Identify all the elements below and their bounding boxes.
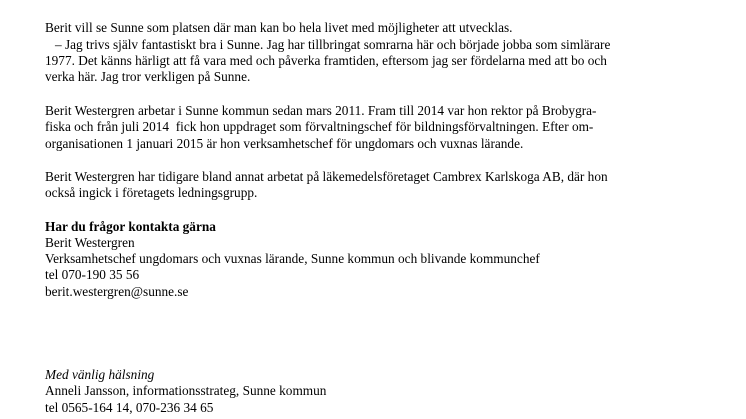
paragraph-3-line-2: också ingick i företagets ledningsgrupp. bbox=[45, 185, 258, 200]
paragraph-1-line-4: verka här. Jag tror verkligen på Sunne. bbox=[45, 69, 251, 84]
paragraph-3-line-1: Berit Westergren har tidigare bland annat arbetat på läkemedelsföretaget Cambrex Karlskoga AB, där hon bbox=[45, 169, 608, 184]
paragraph-1-line-2: – Jag trivs själv fantastiskt bra i Sunne. Jag har tillbringat somrarna här och började jobba som simlärare bbox=[45, 37, 611, 52]
contact-phone: tel 070-190 35 56 bbox=[45, 267, 140, 282]
contact-name: Berit Westergren bbox=[45, 235, 135, 250]
contact-email[interactable]: berit.westergren@sunne.se bbox=[45, 284, 189, 299]
contact-title: Verksamhetschef ungdomars och vuxnas lärande, Sunne kommun och blivande kommunchef bbox=[45, 251, 540, 266]
signoff-sender: Anneli Jansson, informationsstrateg, Sunne kommun bbox=[45, 383, 327, 398]
paragraph-1-line-3: 1977. Det känns härligt att få vara med och påverka framtiden, eftersom jag ser fördelarna med att bo och bbox=[45, 53, 607, 68]
paragraph-2-line-2: fiska och från juli 2014 fick hon uppdraget som förvaltningschef för bildningsförvaltningen. Efter om- bbox=[45, 119, 594, 134]
paragraph-2-line-3: organisationen 1 januari 2015 är hon verksamhetschef för ungdomars och vuxnas lärande. bbox=[45, 136, 524, 151]
signoff-phone: tel 0565-164 14, 070-236 34 65 bbox=[45, 400, 214, 415]
paragraph-2-line-1: Berit Westergren arbetar i Sunne kommun sedan mars 2011. Fram till 2014 var hon rektor på Brobygra- bbox=[45, 103, 597, 118]
paragraph-1-line-1: Berit vill se Sunne som platsen där man kan bo hela livet med möjligheter att utvecklas. bbox=[45, 20, 513, 35]
signoff-greeting: Med vänlig hälsning bbox=[45, 367, 155, 382]
contact-heading: Har du frågor kontakta gärna bbox=[45, 219, 216, 234]
